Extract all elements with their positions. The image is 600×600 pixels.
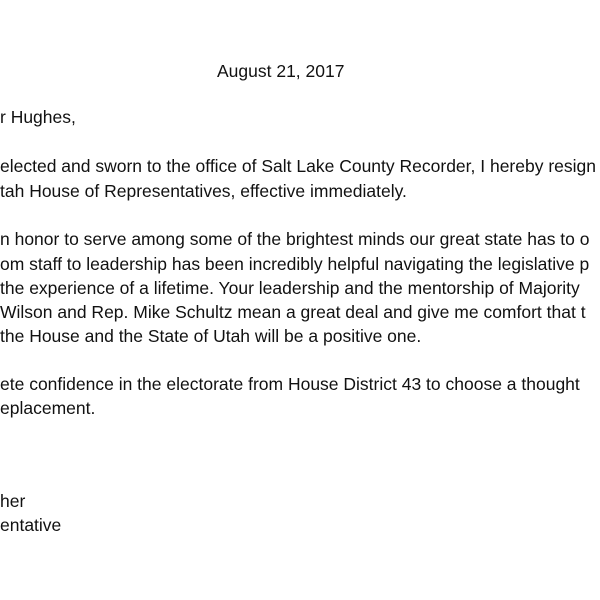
paragraph-2-line-5: the House and the State of Utah will be a positive one. [0,326,422,346]
paragraph-2-line-1: n honor to serve among some of the brightest minds our great state has to o [0,229,590,249]
paragraph-2-line-3: the experience of a lifetime. Your leadership and the mentorship of Majority [0,278,580,298]
paragraph-2-line-2: om staff to leadership has been incredibly helpful navigating the legislative p [0,254,590,274]
paragraph-2-line-4: Wilson and Rep. Mike Schultz mean a great deal and give me comfort that t [0,302,586,322]
signature-title: entative [0,515,62,535]
signature-name: her [0,491,26,511]
paragraph-1-line-1: elected and sworn to the office of Salt Lake County Recorder, I hereby resign [0,156,596,176]
salutation: r Hughes, [0,107,76,127]
letter-date: August 21, 2017 [217,61,345,81]
paragraph-3-line-2: eplacement. [0,398,96,418]
paragraph-1-line-2: tah House of Representatives, effective immediately. [0,181,407,201]
paragraph-3-line-1: ete confidence in the electorate from House District 43 to choose a thought [0,374,580,394]
